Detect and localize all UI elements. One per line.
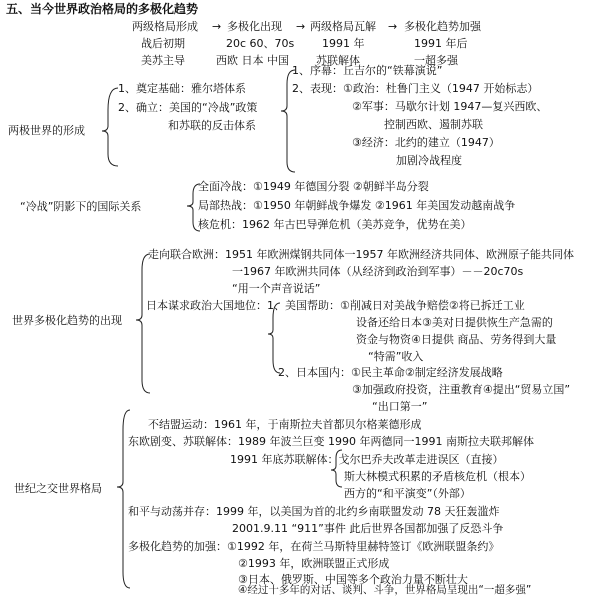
timeline-stage-3: 两级格局瓦解 [310, 20, 376, 33]
s2-total-cold-war: 全面冷战：①1949 年德国分裂 ②朝鲜半岛分裂 [198, 180, 429, 193]
section-4-label: 世纪之交世界格局 [14, 482, 102, 495]
s3-non-aligned: 不结盟运动：1961 年，于南斯拉夫首都贝尔格莱德形成 [148, 418, 422, 431]
s3-europe-cont: 一1967 年欧洲共同体（从经济到政治到军事）－－20c70s [232, 265, 524, 278]
s1-economic-cont: 加剧冷战程度 [396, 154, 462, 167]
s4-multipolar-2: ②1993 年，欧洲联盟正式形成 [238, 557, 390, 570]
s1-economic: ③经济：北约的建立（1947） [352, 136, 500, 149]
timeline-stage-4: 多极化趋势加强 [404, 20, 481, 33]
s3-japan-us-help: 日本谋求政治大国地位：1、美国帮助：①削减日对美战争赔偿②将已拆迁工业 [146, 299, 525, 312]
s3-japan-domestic-2: ③加强政府投资，注重教育④提出“贸易立国” [352, 383, 571, 396]
section-2-label: “冷战”阴影下的国际关系 [20, 200, 142, 213]
s4-ussr-root-cause: 斯大林模式积累的矛盾核危机（根本） [344, 470, 531, 483]
brace-s3-japan [268, 303, 280, 373]
arrow-icon: → [388, 20, 398, 33]
s4-multipolar-3: ③日本、俄罗斯、中国等多个政治力量不断壮大 [238, 573, 468, 586]
s4-ussr-external-cause: 西方的“和平演变”（外部） [344, 487, 471, 500]
arrow-icon: → [296, 20, 306, 33]
timeline-time-3: 1991 年 [322, 37, 365, 50]
s3-japan-us-help-4: “特需”收入 [368, 350, 424, 363]
timeline-powers-2: 西欧 日本 中国 [216, 54, 289, 67]
s3-japan-domestic: 2、日本国内：①民主革命②制定经济发展战略 [278, 366, 503, 379]
s4-peace-turmoil: 和平与动荡并存：1999 年，以美国为首的北约乡南联盟发动 78 天狂轰滥炸 [128, 505, 500, 518]
timeline-powers-1: 美苏主导 [141, 54, 185, 67]
s1-military: ②军事：马歇尔计划 1947—复兴西欧、 [352, 100, 548, 113]
timeline-powers-4: 一超多强 [414, 54, 458, 67]
s4-multipolar-1: 多极化趋势的加强：①1992 年，在荷兰马斯特里赫特签订《欧洲联盟条约》 [128, 540, 500, 553]
timeline-time-1: 战后初期 [141, 37, 185, 50]
s1-foundation: 1、奠定基础：雅尔塔体系 [118, 82, 246, 95]
brace-s1-main [102, 88, 118, 166]
s1-political: 2、表现：①政治：杜鲁门主义（1947 开始标志） [292, 82, 539, 95]
timeline-powers-3: 苏联解体 [316, 54, 360, 67]
timeline-stage-1: 两级格局形成 [132, 20, 198, 33]
timeline-time-4: 1991 年后 [414, 37, 468, 50]
s1-prelude: 1、序幕：丘吉尔的“铁幕演说” [292, 64, 443, 77]
s3-japan-us-help-3: 资金与物资④日提供 商品、劳务得到大量 [356, 333, 557, 346]
s1-establish: 2、确立：美国的“冷战”政策 [118, 101, 258, 114]
timeline-stage-2: 多极化出现 [227, 20, 282, 33]
section-1-label: 两极世界的形成 [8, 124, 85, 137]
s4-eastern-europe: 东欧剧变、苏联解体：1989 年波兰巨变 1990 年两德同一1991 南斯拉夫联邦解体 [128, 435, 534, 448]
s4-ussr-collapse: 1991 年底苏联解体：戈尔巴乔夫改革走进误区（直接） [230, 453, 504, 466]
page-title: 五、当今世界政治格局的多极化趋势 [6, 2, 199, 16]
timeline-time-2: 20c 60、70s [226, 37, 295, 50]
s3-europe: 走向联合欧洲：1951 年欧洲煤钢共同体一1957 年欧洲经济共同体、欧洲原子能共同体 [148, 248, 574, 261]
s1-military-cont: 控制西欧、遏制苏联 [384, 118, 483, 131]
brace-s3 [136, 254, 150, 393]
s4-911: 2001.9.11 “911”事件 此后世界各国都加强了反恐斗争 [232, 522, 504, 535]
arrow-icon: → [212, 20, 222, 33]
s2-nuclear-crisis: 核危机：1962 年古巴导弹危机（美苏竞争，优势在美） [198, 218, 472, 231]
s3-japan-us-help-2: 设备还给日本③美对日提供恢生产急需的 [356, 316, 553, 329]
s3-europe-voice: “用一个声音说话” [232, 282, 321, 295]
s2-local-hot-war: 局部热战：①1950 年朝鲜战争爆发 ②1961 年美国发动越南战争 [198, 199, 516, 212]
s1-establish-cont: 和苏联的反击体系 [168, 119, 256, 132]
s3-japan-domestic-3: “出口第一” [372, 400, 428, 413]
section-3-label: 世界多极化趋势的出现 [12, 314, 122, 327]
s4-multipolar-4: ④经过十多年的对话、谈判、斗争，世界格局呈现出“一超多强” [238, 584, 532, 596]
